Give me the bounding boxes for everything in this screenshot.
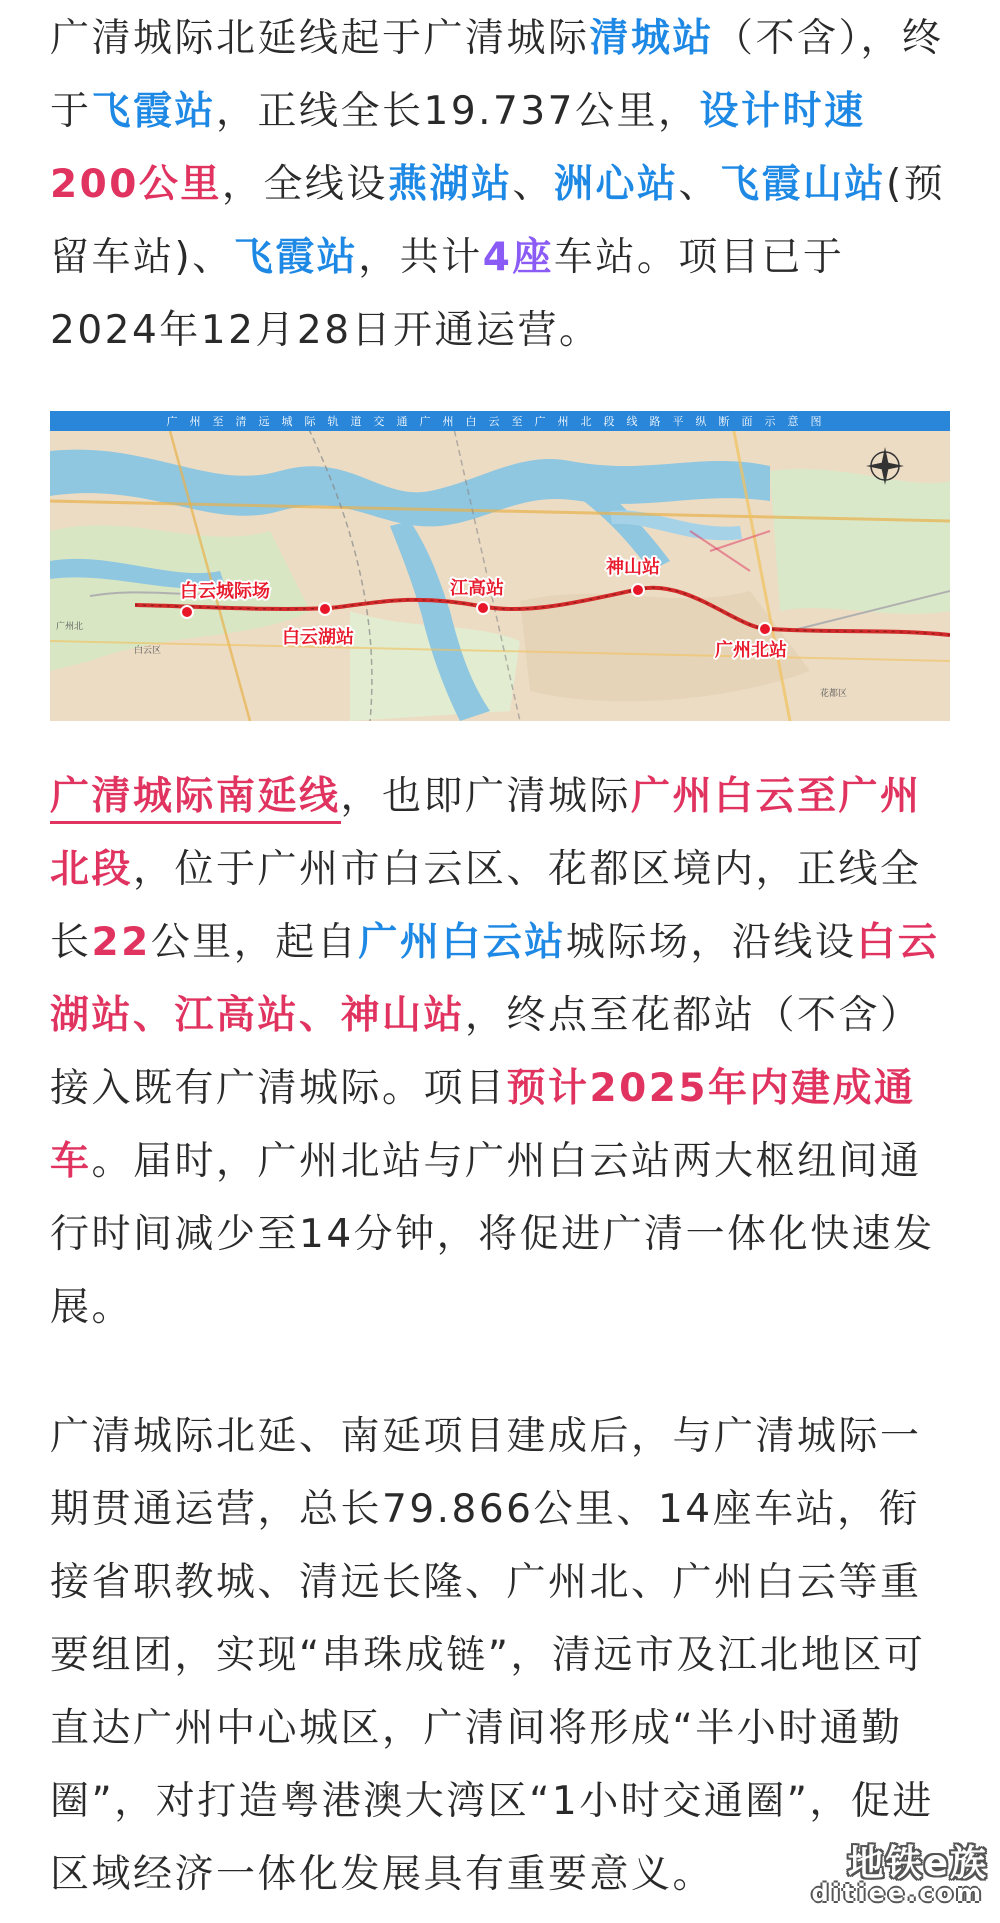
route-map-graphic (50, 411, 950, 721)
text-segment: 、 (512, 162, 554, 207)
watermark-logo-text: 地铁e族 (847, 1843, 988, 1884)
watermark-domain: ditiee.com (811, 1879, 984, 1907)
text-segment: 、 (678, 162, 720, 207)
station-marker (477, 602, 489, 614)
text-segment: （不含），终于 (50, 16, 944, 134)
station-label: 广州北站 (715, 640, 787, 661)
highlight-station: 清城站 (589, 16, 715, 61)
text-segment: ，共计 (358, 235, 483, 280)
station-marker (759, 623, 771, 635)
station-marker (632, 584, 644, 596)
text-segment: ，也即广清城际 (340, 774, 632, 819)
text-segment: (预留车站)、 (50, 162, 946, 280)
highlight-station: 飞霞山站 (720, 162, 887, 207)
watermark (798, 1835, 988, 1913)
paragraph-south-extension (50, 760, 950, 1344)
highlight-station: 飞霞站 (233, 235, 359, 280)
text-segment: ，位于广州市白云区、花都区境内，正线全长 (50, 847, 922, 965)
highlight-speed-value: 200公里 (50, 162, 222, 207)
text-segment: 公里，起自 (150, 920, 359, 965)
text-segment: ，全线设 (221, 162, 388, 207)
map-place-label: 白云区 (134, 646, 162, 656)
highlight-length: 22 (91, 920, 151, 965)
text-segment: ，终点至花都站（不含）接入既有广清城际。项目 (50, 993, 922, 1111)
station-marker (181, 606, 193, 618)
map-place-label: 花都区 (820, 689, 848, 699)
highlight-schedule: 预计2025年内建成通车 (50, 1066, 916, 1184)
highlight-line-name: 广清城际南延线 (50, 774, 341, 824)
route-map (50, 411, 950, 721)
highlight-station: 洲心站 (553, 162, 679, 207)
text-segment: 车站。项目已于2024年12月28日开通运营。 (50, 235, 845, 353)
highlight-section: 广州白云至广州北段 (50, 774, 922, 892)
station-label: 白云城际场 (180, 581, 270, 602)
text-segment: 城际场，沿线设 (565, 920, 857, 965)
text-segment: 。届时，广州北站与广州白云站两大枢纽间通行时间减少至14分钟，将促进广清一体化快速发展。 (50, 1139, 935, 1330)
highlight-station: 飞霞站 (91, 89, 217, 134)
map-place-label: 广州北 (56, 622, 84, 632)
station-marker (319, 603, 331, 615)
highlight-station: 广州白云站 (358, 920, 566, 965)
paragraph-north-extension (50, 2, 950, 367)
highlight-station-count: 4座 (482, 235, 554, 280)
paragraph-summary: 广清城际北延、南延项目建成后，与广清城际一期贯通运营，总长79.866公里、14座车站，衔接省职教城、清远长隆、广州北、广州白云等重要组团，实现“串珠成链”，清远市及江北地区可直达广州中心城区，广清间将形成“半小时通勤圈”，对打造粤港澳大湾区“1小时交通圈”，促进区域经济一体化发展具有重要意义。 (50, 1414, 934, 1897)
highlight-stations: 白云湖站、江高站、神山站 (50, 920, 940, 1038)
text-segment: 广清城际北延线起于广清城际 (50, 16, 590, 61)
station-label: 江高站 (450, 578, 504, 599)
map-title: 广州至清远城际轨道交通广州白云至广州北段线路平纵断面示意图 (166, 415, 834, 428)
station-label: 白云湖站 (282, 627, 354, 648)
text-segment: ，正线全长19.737公里， (216, 89, 700, 134)
highlight-station: 燕湖站 (387, 162, 513, 207)
highlight-speed-label: 设计时速 (699, 89, 866, 134)
station-label: 神山站 (606, 557, 660, 578)
